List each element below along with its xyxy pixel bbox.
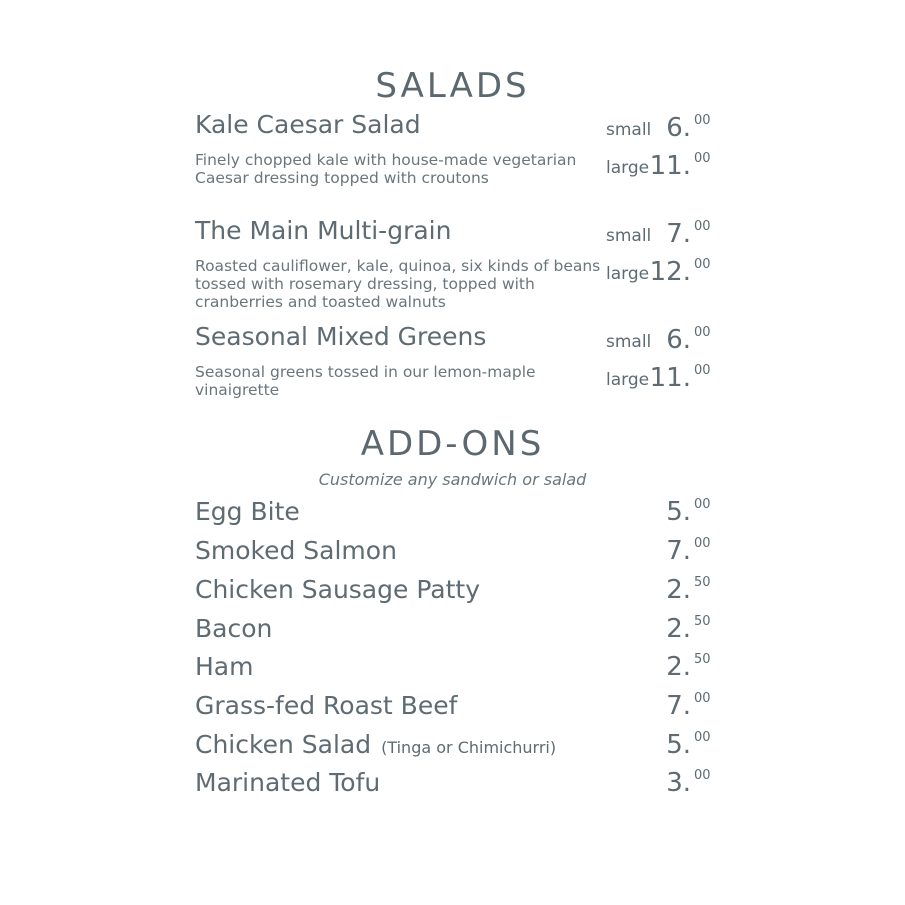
addon-price	[606, 575, 716, 605]
size-label: large	[606, 264, 650, 284]
price-cents: 00	[694, 497, 711, 512]
salad-price-large	[606, 363, 716, 393]
salad-price-large	[606, 151, 716, 181]
addon-price	[606, 768, 716, 798]
addon-price	[606, 691, 716, 721]
size-label: small	[606, 120, 652, 140]
size-label: large	[606, 158, 650, 178]
addon-price	[606, 652, 716, 682]
size-label: small	[606, 226, 652, 246]
price-cents: 00	[694, 151, 711, 166]
price-dollars: 7.	[666, 219, 691, 249]
price-dollars: 2.	[666, 575, 691, 605]
addon-note: (Tinga or Chimichurri)	[381, 738, 557, 757]
price-cents: 00	[694, 536, 711, 551]
price-cents: 00	[694, 113, 711, 128]
addons-heading: ADD-ONS	[360, 424, 545, 464]
price-dollars: 7.	[666, 536, 691, 566]
price-dollars: 7.	[666, 691, 691, 721]
price-dollars: 6.	[666, 113, 691, 143]
price-cents: 00	[694, 691, 711, 706]
price-cents: 00	[694, 363, 711, 378]
price-dollars: 2.	[666, 614, 691, 644]
price-cents: 50	[694, 652, 711, 667]
addon-price	[606, 614, 716, 644]
salad-price-large	[606, 257, 716, 287]
addon-name: Marinated Tofu	[195, 768, 381, 797]
addon-name: Grass-fed Roast Beef	[195, 691, 458, 720]
price-cents: 00	[694, 257, 711, 272]
price-dollars: 5.	[666, 730, 691, 760]
salad-price-small	[606, 113, 716, 143]
salad-name: Seasonal Mixed Greens	[195, 322, 487, 351]
price-dollars: 5.	[666, 497, 691, 527]
salad-name: The Main Multi-grain	[195, 216, 452, 245]
size-label: small	[606, 332, 652, 352]
price-cents: 50	[694, 575, 711, 590]
price-dollars: 6.	[666, 325, 691, 355]
price-dollars: 12.	[649, 257, 691, 287]
price-dollars: 11.	[649, 151, 691, 181]
size-label: large	[606, 370, 650, 390]
addon-price	[606, 497, 716, 527]
salads-heading: SALADS	[375, 66, 530, 106]
addon-name: Smoked Salmon	[195, 536, 397, 565]
price-dollars: 11.	[649, 363, 691, 393]
salad-description: Roasted cauliflower, kale, quinoa, six kinds of beans tossed with rosemary dressing, topped with cranberries and toasted walnuts	[195, 257, 601, 311]
addon-price	[606, 730, 716, 760]
price-cents: 00	[694, 768, 711, 783]
addons-subtitle: Customize any sandwich or salad	[318, 470, 587, 489]
salad-name: Kale Caesar Salad	[195, 110, 421, 139]
price-cents: 50	[694, 614, 711, 629]
salad-price-small	[606, 219, 716, 249]
salad-description: Finely chopped kale with house-made vegetarian Caesar dressing topped with croutons	[195, 151, 577, 187]
addon-name: Bacon	[195, 614, 273, 643]
addon-name: Chicken Sausage Patty	[195, 575, 480, 604]
addon-name	[195, 730, 556, 759]
addon-price	[606, 536, 716, 566]
addon-name: Ham	[195, 652, 254, 681]
addon-name-text: Chicken Salad	[195, 730, 372, 759]
price-cents: 00	[694, 730, 711, 745]
salad-description: Seasonal greens tossed in our lemon-maple vinaigrette	[195, 363, 536, 399]
price-dollars: 2.	[666, 652, 691, 682]
price-dollars: 3.	[666, 768, 691, 798]
price-cents: 00	[694, 219, 711, 234]
price-cents: 00	[694, 325, 711, 340]
addon-name: Egg Bite	[195, 497, 300, 526]
salad-price-small	[606, 325, 716, 355]
